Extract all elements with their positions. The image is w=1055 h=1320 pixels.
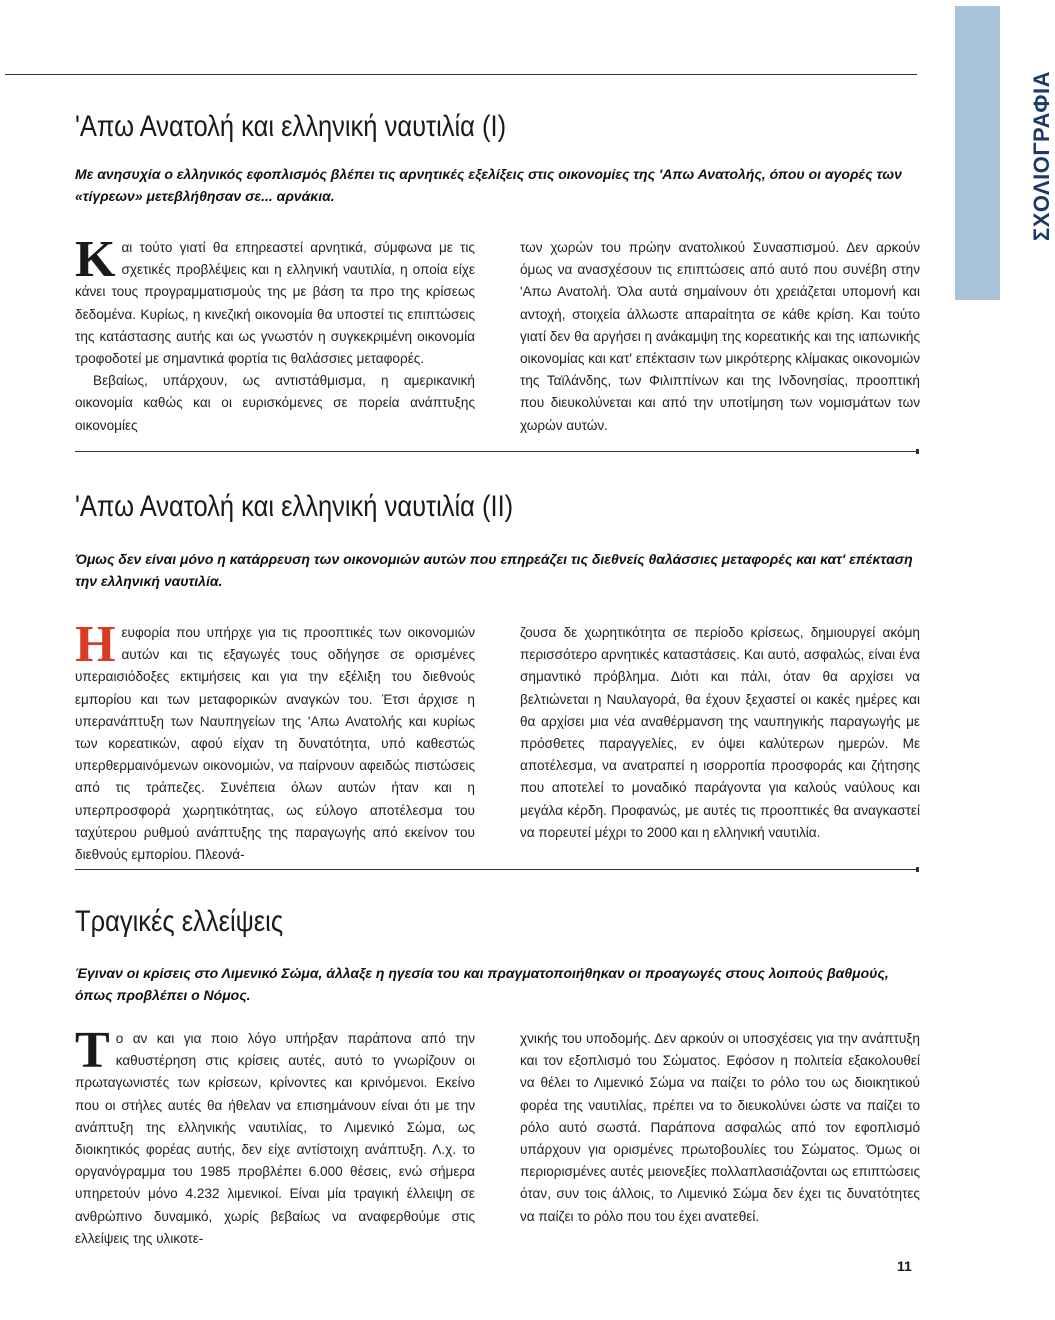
article-2-paragraph-1: ευφορία που υπήρχε για τις προοπτικές των οικονομιών αυτών και τις εξαγωγές τους οδήγησε σε ορισμένες υπεραισιόδοξες εκτιμήσεις και για την εξέλιξη του διεθνούς εμπορίου και των μεταφορικών αναγκών του. Έτσι άρχισε η υπερανάπτυξη των Ναυπηγείων της 'Απω Ανατολής και κυρίως των κορεατικών, αφού είχαν τη δυνατότητα, υπό καθεστώς υπερθερμαινόμενων οικονομιών, να παίρνουν αφειδώς πιστώσεις από τις τράπεζες. Συνέπεια όλων αυτών ήταν και η υπερπροσφορά χωρητικότητας, ως εύλογο αποτέλεσμα του ταχύτερου ρυθμού ανάπτυξης της παραγωγής από εκείνον του διεθνούς εμπορίου. Πλεονά- [75, 625, 475, 863]
article-1-paragraph-2: Βεβαίως, υπάρχουν, ως αντιστάθμισμα, η αμερικανική οικονομία καθώς και οι ευρισκόμενες σε πορεία ανάπτυξης οικονομίες [75, 373, 475, 433]
section-divider [75, 869, 917, 870]
article-3-lead: Έγιναν οι κρίσεις στο Λιμενικό Σώμα, άλλαξε η ηγεσία του και πραγματοποιήθηκαν οι προαγωγές στους λοιπούς βαθμούς, όπως προβλέπει ο Νόμος. [75, 965, 889, 1003]
article-2 [75, 490, 920, 863]
article-2-title: 'Απω Ανατολή και ελληνική ναυτιλία (ΙΙ) [75, 490, 514, 523]
article-2-column-2 [520, 622, 920, 866]
drop-cap: Η [75, 616, 116, 673]
article-1-lead: Με ανησυχία ο ελληνικός εφοπλισμός βλέπει τις αρνητικές εξελίξεις στις οικονομίες της 'Απω Ανατολής, όπου οι αγορές των «τίγρεων» μετεβλήθησαν σε... αρνάκια. [75, 166, 902, 204]
article-3-body [75, 1022, 920, 1250]
article-1-column-1 [75, 231, 475, 437]
article-1 [75, 110, 920, 440]
section-tab [955, 6, 1054, 300]
article-1-paragraph-1: αι τούτο γιατί θα επηρεαστεί αρνητικά, σύμφωνα με τις σχετικές προβλέψεις και η ελληνική ναυτιλία, η οποία είχε κάνει τους προγραμματισμούς της με βάση τα προ της κρίσεως δεδομένα. Κυρίως, η κινεζική οικονομία θα υποστεί τις επιπτώσεις της κατάστασης αυτής και ως γνωστόν η συγκεκριμένη οικονομία τροφοδοτεί με σημαντικά φορτία τις θαλάσσιες μεταφορές. [75, 240, 475, 367]
page-number: 11 [897, 1258, 912, 1274]
top-rule [5, 74, 917, 75]
article-2-column-1 [75, 616, 475, 866]
article-3 [75, 905, 920, 1246]
article-3-paragraph-2: χνικής του υποδομής. Δεν αρκούν οι υποσχέσεις για την ανάπτυξη και τον εξοπλισμό του Σώματος. Εφόσον η πολιτεία εξακολουθεί να θέλει το Λιμενικό Σώμα να παίζει το ρόλο του ως διοικητικού φορέα της ναυτιλίας, πρέπει να το διευκολύνει ώστε να παίζει το ρόλο αυτό σωστά. Παράπονα ασφαλώς από τον εφοπλισμό υπάρχουν για ορισμένες πρωτοβουλίες του Σώματος. Όμως οι περιορισμένες αυτές μειονεξίες πολλαπλασιάζονται ως επιπτώσεις όταν, συν τοις άλλοις, το Λιμενικό Σώμα δεν έχει τις δυνατότητες να παίζει το ρόλο που του έχει ανατεθεί. [520, 1031, 920, 1224]
article-2-lead: Όμως δεν είναι μόνο η κατάρρευση των οικονομιών αυτών που επηρεάζει τις διεθνείς θαλάσσιες μεταφορές και κατ' επέκταση την ελληνική ναυτιλία. [75, 551, 913, 589]
article-3-column-2 [520, 1028, 920, 1250]
article-1-title: 'Απω Ανατολή και ελληνική ναυτιλία (Ι) [75, 110, 507, 143]
section-tab-label: ΣΧΟΛΙΟΓΡΑΦΙΑ [1028, 71, 1054, 241]
article-2-body [75, 616, 920, 866]
article-3-title: Τραγικές ελλείψεις [75, 905, 284, 938]
article-3-paragraph-1: ο αν και για ποιο λόγο υπήρξαν παράπονα από την καθυστέρηση στις κρίσεις αυτές, αυτό το γνωρίζουν οι πρωταγωνιστές των κρίσεων, κρίνοντες και κρινόμενοι. Εκείνο που οι στήλες αυτές θα ήθελαν να επισημάνουν είναι ότι με την ανάπτυξη της ελληνικής ναυτιλίας, το Λιμενικό Σώμα, ως διοικητικός φορέας αυτής, δεν είχε αντίστοιχη ανάπτυξη. Λ.χ. το οργανόγραμμα του 1985 προβλέπει 6.000 θέσεις, ενώ σήμερα υπηρετούν μόνο 4.232 λιμενικοί. Είναι μία τραγική έλλειψη σε ανθρώπινο δυναμικό, χωρίς βεβαίως να αναφερθούμε στις ελλείψεις της υλικοτε- [75, 1031, 475, 1246]
article-1-paragraph-3: των χωρών του πρώην ανατολικού Συνασπισμού. Δεν αρκούν όμως να ανασχέσουν τις επιπτώσεις από αυτό που συνέβη στην 'Απω Ανατολή. Όλα αυτά σημαίνουν ότι χρειάζεται υπομονή και αντοχή, στοιχεία άλλωστε απαραίτητα σε κάθε κρίση. Και τούτο γιατί δεν θα αργήσει η ανάκαμψη της κορεατικής και της ιαπωνικής οικονομίας και κατ' επέκτασιν των μικρότερης κλίμακας οικονομιών της Ταϊλάνδης, των Φιλιππίνων και της Ινδονησίας, προοπτική που διευκολύνεται και από την υποτίμηση των νομισμάτων των χωρών αυτών. [520, 240, 920, 433]
article-2-paragraph-2: ζουσα δε χωρητικότητα σε περίοδο κρίσεως, δημιουργεί ακόμη περισσότερο αρνητικές καταστάσεις. Και αυτό, ασφαλώς, είναι ένα σημαντικό πρόβλημα. Διότι και πάλι, όταν θα αρχίσει να βελτιώνεται η Ναυλαγορά, θα έχουν ξεχαστεί οι κακές ημέρες και θα αρχίσει μια νέα αναθέρμανση της ναυπηγικής παραγωγής με πρόσθετες παραγγελίες, εν όψει καλύτερων ημερών. Με αποτέλεσμα, να ανατραπεί η ισορροπία προσφοράς και ζήτησης που αποτελεί το μοναδικό παράγοντα για καλούς ναύλους και μεγάλα κέρδη. Προφανώς, με αυτές τις προοπτικές θα αναγκαστεί να πορευτεί μέχρι το 2000 και η ελληνική ναυτιλία. [520, 625, 920, 840]
drop-cap: Τ [75, 1022, 110, 1079]
article-3-column-1 [75, 1022, 475, 1250]
drop-cap: Κ [75, 231, 116, 288]
section-divider [75, 451, 917, 452]
article-1-column-2 [520, 237, 920, 437]
article-1-body [75, 231, 920, 437]
